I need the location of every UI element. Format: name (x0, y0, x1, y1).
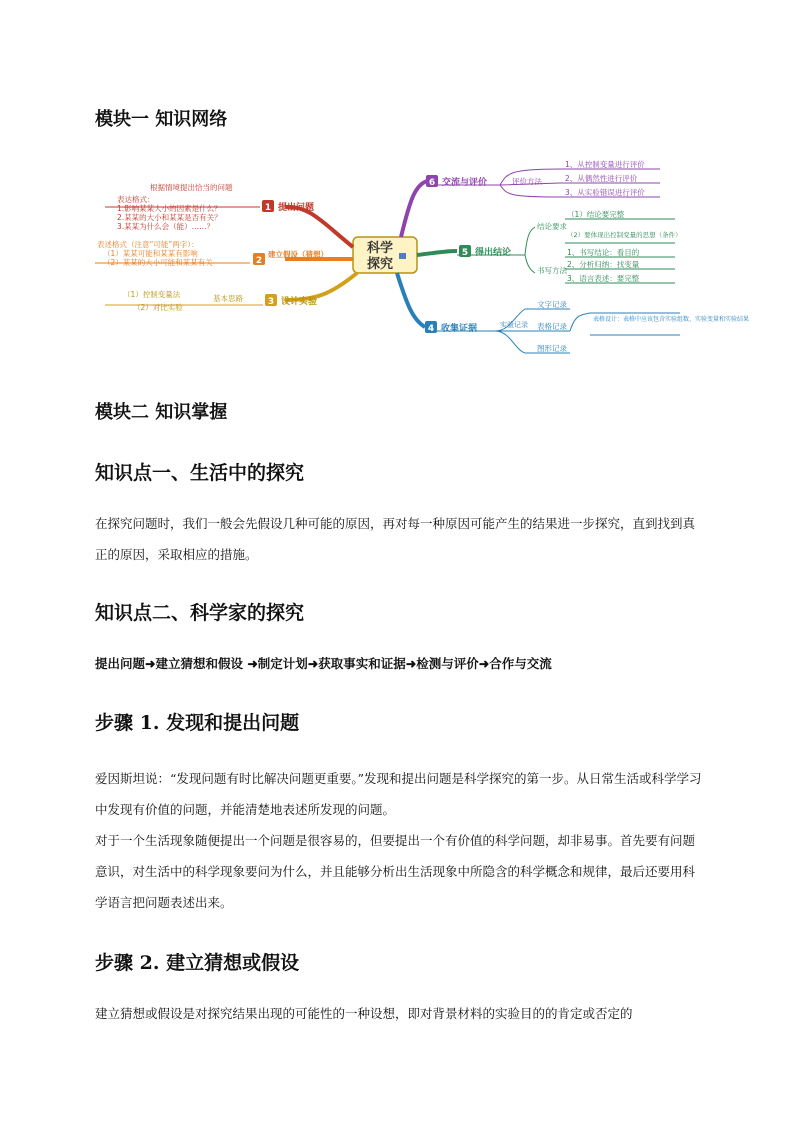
svg-text:表述格式（注意“可能”两字）：: 表述格式（注意“可能”两字）： (97, 240, 199, 249)
svg-text:3: 3 (267, 297, 275, 307)
module2-title: 模块二 知识掌握 (95, 402, 228, 423)
svg-text:3、语言表述：要完整: 3、语言表述：要完整 (567, 274, 640, 283)
step2-title: 步骤 2. 建立猜想或假设 (95, 952, 300, 974)
branch-2 (95, 239, 353, 267)
svg-text:2: 2 (255, 256, 263, 266)
kp1-title: 知识点一、生活中的探究 (95, 462, 305, 484)
svg-text:基本思路: 基本思路 (213, 294, 243, 303)
step1-title: 步骤 1. 发现和提出问题 (95, 712, 300, 734)
svg-text:3、从实验错误进行评价: 3、从实验错误进行评价 (565, 188, 645, 197)
note-icon (399, 253, 406, 259)
center-line2: 探究 (366, 257, 394, 272)
step2-para1: 建立猜想或假设是对探究结果出现的可能性的一种设想，即对背景材料的实验目的的肯定或否定的 (95, 1006, 633, 1021)
branch-5 (417, 209, 682, 283)
svg-text:2.某某的大小和某某是否有关？: 2.某某的大小和某某是否有关？ (117, 213, 222, 222)
svg-text:根据情境提出恰当的问题: 根据情境提出恰当的问题 (150, 183, 233, 192)
mind-map (95, 155, 750, 355)
svg-text:收集证据: 收集证据 (441, 324, 478, 334)
step1-para1: 爱因斯坦说：“发现问题有时比解决问题更重要。”发现和提出问题是科学探究的第一步。从日常生活或科学学习中发现有价值的问题，并能清楚地表述所发现的问题。 (95, 771, 702, 817)
svg-text:（2）某某的大小可能和某某有关: （2）某某的大小可能和某某有关 (103, 258, 213, 267)
svg-text:5: 5 (461, 248, 469, 258)
svg-text:图形记录: 图形记录 (537, 344, 567, 353)
svg-text:评价方法: 评价方法 (512, 177, 542, 186)
svg-text:实验记录: 实验记录 (500, 321, 528, 329)
svg-text:书写方法: 书写方法 (537, 266, 567, 275)
svg-text:6: 6 (428, 178, 436, 188)
svg-text:（2）对比实验: （2）对比实验 (133, 303, 183, 312)
kp1-body: 在探究问题时，我们一般会先假设几种可能的原因，再对每一种原因可能产生的结果进一步探究，直到找到真正的原因，采取相应的措施。 (95, 516, 696, 562)
svg-text:表格记录: 表格记录 (537, 322, 567, 331)
svg-text:得出结论: 得出结论 (475, 248, 512, 258)
svg-text:（1）结论要完整: （1）结论要完整 (567, 210, 625, 219)
svg-text:1、书写结论：看目的: 1、书写结论：看目的 (567, 248, 640, 257)
process-flow: 提出问题➜建立猜想和假设 ➜制定计划➜获取事实和证据➜检测与评价➜合作与交流 (95, 656, 552, 671)
svg-text:2、从偶然性进行评价: 2、从偶然性进行评价 (565, 174, 638, 183)
branch-4 (397, 273, 749, 353)
svg-text:1: 1 (264, 203, 272, 213)
svg-text:4: 4 (427, 324, 435, 334)
svg-text:表达格式：: 表达格式： (117, 195, 155, 204)
svg-text:表格设计：表格中应该包含实验组数、实验变量和实验结果: 表格设计：表格中应该包含实验组数、实验变量和实验结果 (593, 316, 750, 323)
svg-text:（2）要体现出控制变量的思想（条件）: （2）要体现出控制变量的思想（条件） (567, 231, 682, 239)
mindmap-center (353, 237, 417, 273)
branch-3 (105, 273, 357, 312)
svg-text:2、分析归纳：找变量: 2、分析归纳：找变量 (567, 260, 640, 269)
branch-1 (105, 182, 353, 247)
svg-text:1.影响某某大小的因素是什么？: 1.影响某某大小的因素是什么？ (117, 204, 222, 213)
module1-title: 模块一 知识网络 (95, 109, 228, 130)
svg-text:建立假设（猜想）: 建立假设（猜想） (268, 250, 328, 259)
svg-text:3.某某为什么会（能）……？: 3.某某为什么会（能）……？ (117, 222, 215, 231)
step1-para2: 对于一个生活现象随便提出一个问题是很容易的，但要提出一个有价值的科学问题，却非易事。首先要有问题意识，对生活中的科学现象要问为什么，并且能够分析出生活现象中所隐含的科学概念和规律，最后还要用科学语言把问题表述出来。 (95, 833, 696, 910)
svg-text:1、从控制变量进行评价: 1、从控制变量进行评价 (565, 160, 645, 169)
branch-6 (401, 159, 660, 237)
svg-text:（1）控制变量法: （1）控制变量法 (123, 290, 181, 299)
svg-text:结论要求: 结论要求 (537, 222, 567, 231)
center-line1: 科学 (366, 241, 394, 256)
svg-text:（1）某某可能和某某有影响: （1）某某可能和某某有影响 (103, 249, 198, 258)
svg-text:文字记录: 文字记录 (537, 300, 567, 309)
kp2-title: 知识点二、科学家的探究 (95, 602, 305, 624)
svg-text:提出问题: 提出问题 (278, 203, 315, 213)
svg-text:设计实验: 设计实验 (281, 297, 318, 307)
svg-text:交流与评价: 交流与评价 (442, 178, 488, 188)
